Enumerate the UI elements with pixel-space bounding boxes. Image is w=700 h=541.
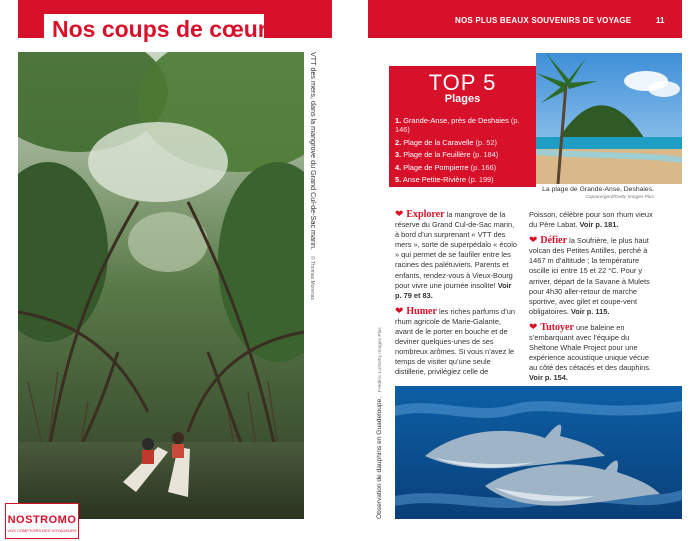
- top5-item-name: Anse Petite-Rivière: [402, 175, 467, 185]
- photo-credit: Frédéric Lo/Getty Images Plus: [378, 327, 383, 393]
- top5-item-number: 2.: [395, 137, 402, 147]
- beach-photo: [536, 53, 682, 184]
- entry-page-ref: Voir p. 79 et 83.: [395, 280, 512, 300]
- entry-keyword: Tutoyer: [540, 321, 574, 333]
- entry-keyword: Humer: [406, 305, 437, 317]
- top5-item-page: (p. 166): [470, 162, 497, 172]
- dolphin-photo: [395, 386, 682, 519]
- top5-item: [395, 175, 535, 184]
- dolphin-caption: [376, 327, 394, 519]
- mangrove-photo-caption: [304, 52, 332, 300]
- heart-icon: ❤: [529, 321, 538, 333]
- top5-label: TOP 5: [428, 70, 497, 95]
- entry-text: Poisson, célèbre pour son rhum vieux du Père Labat.: [529, 210, 653, 230]
- top5-item-number: 5.: [395, 175, 402, 185]
- entry-text: la Soufrière, le plus haut volcan des Petites Antilles, perché à 1467 m d’altitude ; la température oscille ici entre 15 et 22 °C. Pour y arriver, départ de la Savane à Mulets pour 4h30 aller-retour de marche sportive, avec gilet et coupe-vent obligatoires.: [529, 236, 650, 316]
- heart-icon: ❤: [529, 235, 538, 247]
- entry-text: les riches parfums d’un rhum agricole de Marie-Galante, avant de le porter en bouche et de deviner quelques-unes de ses nombreux arômes. Si vous n’avez le temps de visiter qu’une seule distillerie, privilégiez celle de: [395, 306, 515, 377]
- top5-item-number: 1.: [395, 116, 402, 125]
- top5-item-page: (p. 146): [395, 116, 520, 135]
- photo-credit: © Thomas Morenas: [309, 256, 315, 300]
- entry-text: une baleine en s’embarquant avec l’équipe du Sheltone Whale Project pour une expérience acoustique unique vécue au côté des cétacés et des dauphins.: [529, 322, 652, 373]
- beach-credit: Capture/gerd/Getty Images Plus: [585, 195, 654, 200]
- entry-text: la mangrove de la réserve du Grand Cul-de-Sac marin, à bord d’un surprenant « VTT des mers », sorte de superpédalo « écolo » qui permet de se faufiler entre les racines des palétuviers. Parents et enfants, rendez-vous à Vieux-Bourg pour vivre une journée insolite!: [395, 210, 518, 290]
- top5-item: [395, 163, 535, 172]
- heart-icon: ❤: [395, 209, 404, 220]
- logo-tagline: VOS COMPTOIRS DES VOYAGEURS: [7, 528, 77, 533]
- top5-item: [395, 138, 535, 147]
- top5-item-page: (p. 184): [472, 150, 499, 160]
- logo-name: NOSTROMO: [7, 514, 77, 526]
- entry-humer-continued: [529, 210, 656, 230]
- caption-text: Observation de dauphins en Guadeloupe.: [376, 396, 383, 519]
- top5-item-number: 4.: [395, 162, 402, 172]
- text-column-1: [395, 210, 519, 384]
- top5-item-name: Plage de Pompierre: [403, 162, 469, 172]
- top5-item-page: (p. 199): [468, 175, 494, 185]
- entry-explorer: [395, 210, 519, 301]
- entry-humer: [395, 307, 519, 378]
- top5-item-number: 3.: [395, 150, 402, 160]
- top5-list: [395, 116, 535, 187]
- top5-subtitle: Plages: [444, 93, 481, 105]
- top5-item-name: Plage de la Feuillère: [403, 150, 471, 160]
- entry-page-ref: Voir p. 181.: [579, 220, 619, 230]
- top5-item: [395, 150, 535, 159]
- page-number: 11: [656, 16, 665, 25]
- entry-defier: [529, 236, 656, 317]
- entry-keyword: Défier: [540, 235, 568, 247]
- top5-item-name: Plage de la Caravelle: [403, 137, 474, 147]
- entry-page-ref: Voir p. 154.: [529, 373, 568, 383]
- entry-page-ref: Voir p. 115.: [570, 306, 610, 316]
- text-column-2: [529, 210, 656, 390]
- entry-tutoyer: [529, 323, 656, 384]
- heart-icon: ❤: [395, 305, 404, 317]
- mangrove-photo: [18, 52, 304, 519]
- top5-item: [395, 116, 535, 135]
- top5-item-page: (p. 52): [475, 137, 497, 147]
- running-header: NOS PLUS BEAUX SOUVENIRS DE VOYAGE: [455, 16, 632, 25]
- top5-item-name: Grande-Anse, près de Deshaies: [403, 116, 509, 125]
- page-title: Nos coups de cœur: [52, 16, 267, 42]
- beach-caption: La plage de Grande-Anse, Deshaies.: [542, 186, 654, 193]
- caption-text: VTT des mers, dans la mangrove du Grand Cul-de-Sac marin.: [309, 52, 318, 251]
- entry-keyword: Explorer: [406, 209, 445, 220]
